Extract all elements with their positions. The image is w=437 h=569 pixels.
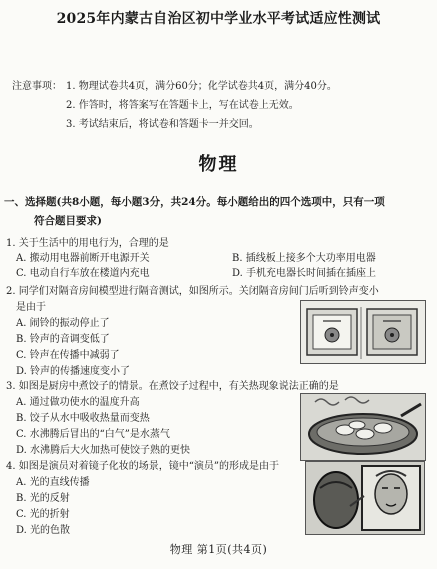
question-2-option-a: A. 闹铃的振动停止了 (16, 318, 110, 329)
notice-block (12, 77, 432, 134)
notice-item-1 (12, 77, 432, 96)
actor-mirror-figure (305, 461, 425, 535)
notice-item-3: 3. 考试结束后，将试卷和答题卡一并交回。 (66, 119, 259, 130)
question-3-option-a: A. 通过做功使水的温度升高 (16, 397, 140, 408)
question-1-option-b: B. 插线板上接多个大功率用电器 (232, 253, 376, 264)
section-header (4, 193, 432, 231)
question-2-option-c: C. 铃声在传播中减弱了 (16, 350, 120, 361)
notice-text: 1. 物理试卷共4页，满分60分；化学试卷共4页，满分40分。 (66, 81, 337, 92)
notice-item-2: 2. 作答时，将答案写在答题卡上，写在试卷上无效。 (66, 100, 299, 111)
subject-title: 物理 (198, 154, 239, 175)
actor-mirror-drawing (306, 462, 424, 534)
question-2-stem-line-2: 是由于 (16, 302, 46, 313)
cooking-dumplings-figure (300, 393, 426, 461)
soundproof-room-drawing (301, 301, 425, 363)
question-1-option-d: D. 手机充电器长时间插在插座上 (232, 268, 377, 279)
question-4-option-a: A. 光的直线传播 (16, 477, 90, 488)
question-4-option-b: B. 光的反射 (16, 493, 70, 504)
soundproof-room-figure (300, 300, 426, 364)
page-footer: 物理 第1页(共4页) (169, 543, 268, 556)
question-2-option-b: B. 铃声的音调变低了 (16, 334, 110, 345)
question-4-stem: 4. 如图是演员对着镜子化妆的场景，镜中“演员”的形成是由于 (6, 461, 279, 472)
notice-label: 注意事项： (12, 81, 62, 92)
question-1-option-a: A. 搬动用电器前断开电源开关 (16, 253, 150, 264)
question-4-option-d: D. 光的色散 (16, 525, 71, 536)
question-3-option-b: B. 饺子从水中吸收热量而变热 (16, 413, 150, 424)
question-4-option-c: C. 光的折射 (16, 509, 70, 520)
question-2-stem-line-1: 2. 同学们对隔音房间模型进行隔音测试，如图所示。关闭隔音房间门后听到铃声变小 (6, 286, 379, 297)
question-3-option-d: D. 水沸腾后大火加热可使饺子熟的更快 (16, 445, 191, 456)
cooking-dumplings-drawing (301, 394, 425, 460)
section-header-line-1: 一、选择题(共8小题，每小题3分，共24分。每小题给出的四个选项中，只有一项 (4, 196, 385, 208)
section-header-line-2: 符合题目要求) (34, 215, 102, 227)
question-1-stem: 1. 关于生活中的用电行为，合理的是 (6, 238, 169, 249)
question-1-option-c: C. 电动自行车放在楼道内充电 (16, 268, 150, 279)
question-2-option-d: D. 铃声的传播速度变小了 (16, 366, 131, 377)
question-3-stem: 3. 如图是厨房中煮饺子的情景。在煮饺子过程中，有关热现象说法正确的是 (6, 381, 339, 392)
question-3-option-c: C. 水沸腾后冒出的“白气”是水蒸气 (16, 429, 170, 440)
exam-title: 2025年内蒙古自治区初中学业水平考试适应性测试 (56, 11, 381, 27)
